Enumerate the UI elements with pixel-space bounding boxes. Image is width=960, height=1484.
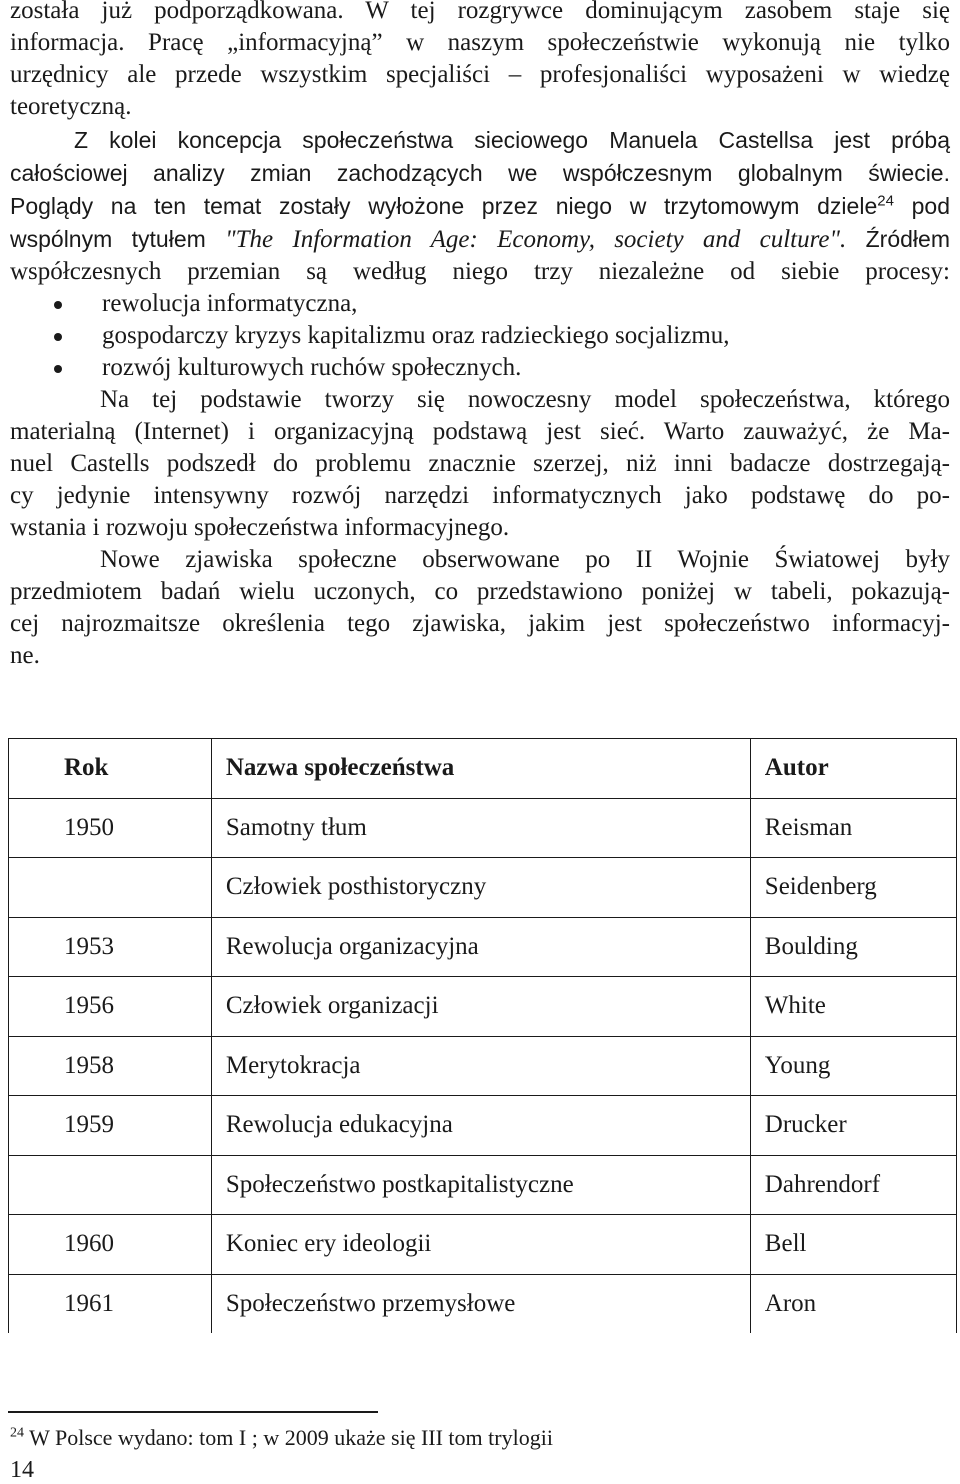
text-line: cej najrozmaitsze określenia tego zjawiska, jakim jest społeczeństwo informacyj-	[10, 610, 950, 637]
page-number: 14	[10, 1457, 34, 1483]
table-row	[9, 1274, 957, 1333]
text-segment: Źródłem	[846, 226, 950, 252]
table-row	[9, 1096, 957, 1156]
cell-author: Bell	[750, 1215, 956, 1275]
cell-year: 1960	[9, 1215, 212, 1275]
cell-year	[9, 858, 212, 918]
bullet-icon	[54, 365, 62, 373]
cell-society-name: Człowiek posthistoryczny	[211, 858, 750, 918]
cell-author: Dahrendorf	[750, 1155, 956, 1215]
text-line: została już podporządkowana. W tej rozgrywce dominującym zasobem staje się	[10, 0, 950, 24]
cell-society-name: Człowiek organizacji	[211, 977, 750, 1037]
footnote-reference[interactable]: 24	[877, 192, 894, 210]
cell-author: White	[750, 977, 956, 1037]
footnote-number: 24	[10, 1425, 24, 1441]
table-row	[9, 1036, 957, 1096]
bullet-icon	[54, 301, 62, 309]
cell-author: Boulding	[750, 917, 956, 977]
cell-author: Aron	[750, 1274, 956, 1333]
footnote-text: W Polsce wydano: tom I ; w 2009 ukaże się III tom trylogii	[24, 1425, 553, 1450]
text-line: informacja. Pracę „informacyjną” w naszym społeczeństwie wykonują nie tylko	[10, 29, 950, 56]
column-header-society-name: Nazwa społeczeństwa	[211, 739, 750, 799]
cell-society-name: Społeczeństwo przemysłowe	[211, 1274, 750, 1333]
table-row	[9, 798, 957, 858]
cell-year: 1958	[9, 1036, 212, 1096]
cell-year: 1953	[9, 917, 212, 977]
list-item-text: rewolucja informatyczna,	[102, 290, 358, 317]
text-line: nuel Castells podszedł do problemu znacznie szerzej, niż inni badacze dostrzegają-	[10, 450, 950, 477]
table-header-row	[9, 739, 957, 799]
table-row	[9, 1155, 957, 1215]
text-line: teoretyczną.	[10, 93, 132, 120]
cell-year: 1956	[9, 977, 212, 1037]
cell-society-name: Rewolucja edukacyjna	[211, 1096, 750, 1156]
cell-author: Seidenberg	[750, 858, 956, 918]
cell-society-name: Merytokracja	[211, 1036, 750, 1096]
text-line	[10, 190, 950, 222]
cell-year: 1959	[9, 1096, 212, 1156]
table-row	[9, 1215, 957, 1275]
table-row	[9, 977, 957, 1037]
cell-year	[9, 1155, 212, 1215]
text-line: materialną (Internet) i organizacyjną podstawą jest sieć. Warto zauważyć, że Ma-	[10, 418, 950, 445]
text-segment: wspólnym tytułem	[10, 226, 226, 252]
footnote-separator	[8, 1411, 378, 1413]
list-item-text: rozwój kulturowych ruchów społecznych.	[102, 354, 522, 381]
footnote	[10, 1424, 553, 1452]
text-line: całościowej analizy zmian zachodzących we współczesnym globalnym świecie.	[10, 160, 950, 186]
text-line: cy jedynie intensywny rozwój narzędzi informatycznych jako podstawę do po-	[10, 482, 950, 509]
cell-year: 1961	[9, 1274, 212, 1333]
society-names-table	[8, 738, 957, 1333]
text-line: Z kolei koncepcja społeczeństwa sieciowego Manuela Castellsa jest próbą	[74, 127, 950, 153]
text-line: Na tej podstawie tworzy się nowoczesny model społeczeństwa, którego	[100, 386, 950, 413]
list-item-text: gospodarczy kryzys kapitalizmu oraz radzieckiego socjalizmu,	[102, 322, 730, 349]
cell-author: Drucker	[750, 1096, 956, 1156]
cell-author: Young	[750, 1036, 956, 1096]
text-segment: pod	[893, 193, 951, 219]
cell-author: Reisman	[750, 798, 956, 858]
column-header-year: Rok	[9, 739, 212, 799]
bullet-icon	[54, 333, 62, 341]
text-segment: Poglądy na ten temat zostały wyłożone przez niego w trzytomowym dziele	[10, 193, 878, 219]
text-line: Nowe zjawiska społeczne obserwowane po II Wojnie Światowej były	[100, 546, 950, 573]
cell-society-name: Rewolucja organizacyjna	[211, 917, 750, 977]
table-row	[9, 858, 957, 918]
text-line: ne.	[10, 642, 40, 669]
cell-society-name: Samotny tłum	[211, 798, 750, 858]
text-line: wstania i rozwoju społeczeństwa informacyjnego.	[10, 514, 510, 541]
cell-society-name: Społeczeństwo postkapitalistyczne	[211, 1155, 750, 1215]
table-row	[9, 917, 957, 977]
book-title: "The Information Age: Economy, society and culture".	[225, 226, 847, 253]
text-line: urzędnicy ale przede wszystkim specjaliści – profesjonaliści wyposażeni w wiedzę	[10, 61, 950, 88]
cell-society-name: Koniec ery ideologii	[211, 1215, 750, 1275]
text-line	[10, 223, 950, 256]
text-line: współczesnych przemian są według niego trzy niezależne od siebie procesy:	[10, 258, 950, 285]
cell-year: 1950	[9, 798, 212, 858]
column-header-author: Autor	[750, 739, 956, 799]
text-line: przedmiotem badań wielu uczonych, co przedstawiono poniżej w tabeli, pokazują-	[10, 578, 950, 605]
